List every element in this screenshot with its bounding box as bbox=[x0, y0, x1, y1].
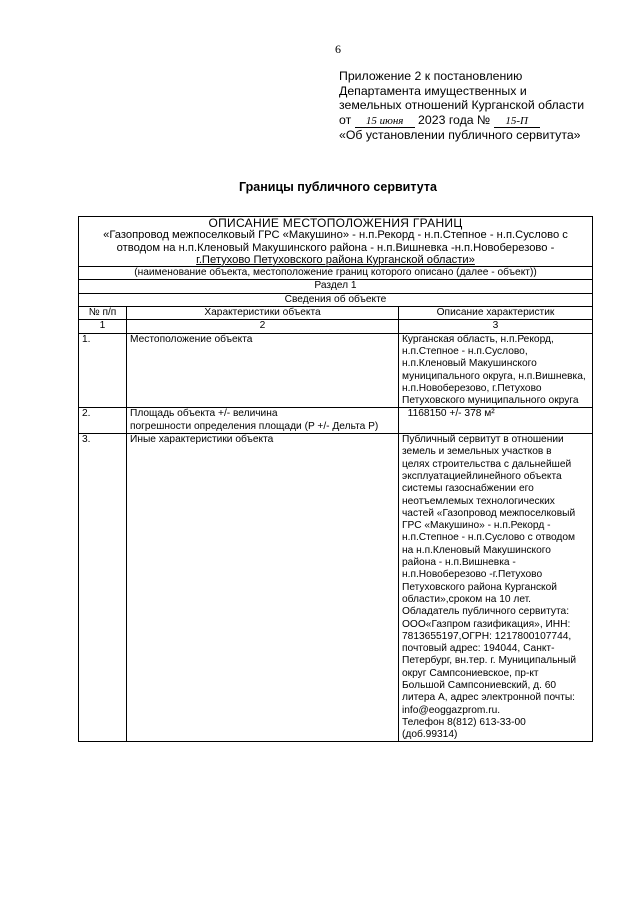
row-number: 3. bbox=[79, 434, 127, 742]
object-name-line-2: отводом на н.п.Кленовый Макушинского района - н.п.Вишневка -н.п.Новоберезово - bbox=[116, 241, 555, 254]
appendix-line-1: Приложение 2 к постановлению bbox=[339, 69, 523, 83]
table-row bbox=[79, 333, 593, 408]
column-index-3: 3 bbox=[399, 320, 593, 333]
appendix-subject: «Об установлении публичного сервитута» bbox=[339, 127, 581, 142]
column-header-row bbox=[79, 307, 593, 320]
column-header-number: № п/п bbox=[79, 307, 127, 320]
column-header-description: Описание характеристик bbox=[399, 307, 593, 320]
appendix-header bbox=[339, 69, 629, 142]
section-row bbox=[79, 280, 593, 293]
row-description: Курганская область, н.п.Рекорд, н.п.Степное - н.п.Суслово, н.п.Кленовый Макушинского муниципального округа, н.п.Вишневка, н.п.Новоберезово, г.Петухово Петуховского муниципального округа bbox=[399, 333, 593, 408]
date-prefix: от bbox=[339, 112, 352, 127]
column-index-2: 2 bbox=[127, 320, 399, 333]
row-number: 1. bbox=[79, 333, 127, 408]
object-name-line-1: «Газопровод межпоселковый ГРС «Макушино» - н.п.Рекорд - н.п.Степное - н.п.Суслово с bbox=[103, 229, 568, 242]
handwritten-document-number: 15-П bbox=[494, 116, 540, 128]
row-description: Публичный сервитут в отношении земель и земельных участков в целях строительства с дальнейшей эксплуатациейлинейного объекта системы газоснабжении его неотъемлемых технологических частей «Газопровод межпоселковый ГРС «Макушино» - н.п.Рекорд - н.п.Степное - н.п.Суслово с отводом на н.п.Кленовый Макушинского района - н.п.Вишневка - н.п.Новоберезово -г.Петухово Петуховского района Курганской области»,сроком на 10 лет. Обладатель публичного сервитута: ООО«Газпром газификация», ИНН: 7813655197,ОГРН: 1217800107744, почтовый адрес: 194044, Санкт- Петербург, вн.тер. г. Муниципальный округ Сампсониевское, пр-кт Большой Сампсониевский, д. 60 литера А, адрес электронной почты: info@eoggazprom.ru. Телефон 8(812) 613-33-00 (доб.99314) bbox=[399, 434, 593, 742]
table-row bbox=[79, 408, 593, 434]
row-characteristic: Местоположение объекта bbox=[127, 333, 399, 408]
section-label: Раздел 1 bbox=[79, 280, 593, 293]
row-description: 1168150 +/- 378 м² bbox=[399, 408, 593, 434]
location-description-table bbox=[78, 216, 593, 742]
column-index-1: 1 bbox=[79, 320, 127, 333]
table-heading: ОПИСАНИЕ МЕСТОПОЛОЖЕНИЯ ГРАНИЦ bbox=[208, 216, 463, 230]
object-caption: (наименование объекта, местоположение границ которого описано (далее - объект)) bbox=[79, 267, 593, 280]
column-index-row bbox=[79, 320, 593, 333]
table-row bbox=[79, 434, 593, 742]
appendix-line-3: земельных отношений Курганской области bbox=[339, 98, 585, 112]
appendix-line-2: Департамента имущественных и bbox=[339, 83, 527, 98]
document-title: Границы публичного сервитута bbox=[239, 180, 437, 194]
date-year: 2023 года № bbox=[418, 112, 491, 127]
page-number: 6 bbox=[335, 42, 341, 56]
table-heading-cell bbox=[79, 217, 593, 267]
handwritten-date: 15 июня bbox=[355, 116, 415, 128]
table-heading-row bbox=[79, 217, 593, 267]
section-title: Сведения об объекте bbox=[79, 293, 593, 306]
row-number: 2. bbox=[79, 408, 127, 434]
row-characteristic: Площадь объекта +/- величина погрешности определения площади (P +/- Дельта P) bbox=[127, 408, 399, 434]
object-name-line-3: г.Петухово Петуховского района Курганской области» bbox=[196, 253, 475, 266]
row-characteristic: Иные характеристики объекта bbox=[127, 434, 399, 742]
appendix-date-line bbox=[339, 113, 629, 128]
column-header-characteristics: Характеристики объекта bbox=[127, 307, 399, 320]
object-caption-row bbox=[79, 267, 593, 280]
section-title-row bbox=[79, 293, 593, 306]
